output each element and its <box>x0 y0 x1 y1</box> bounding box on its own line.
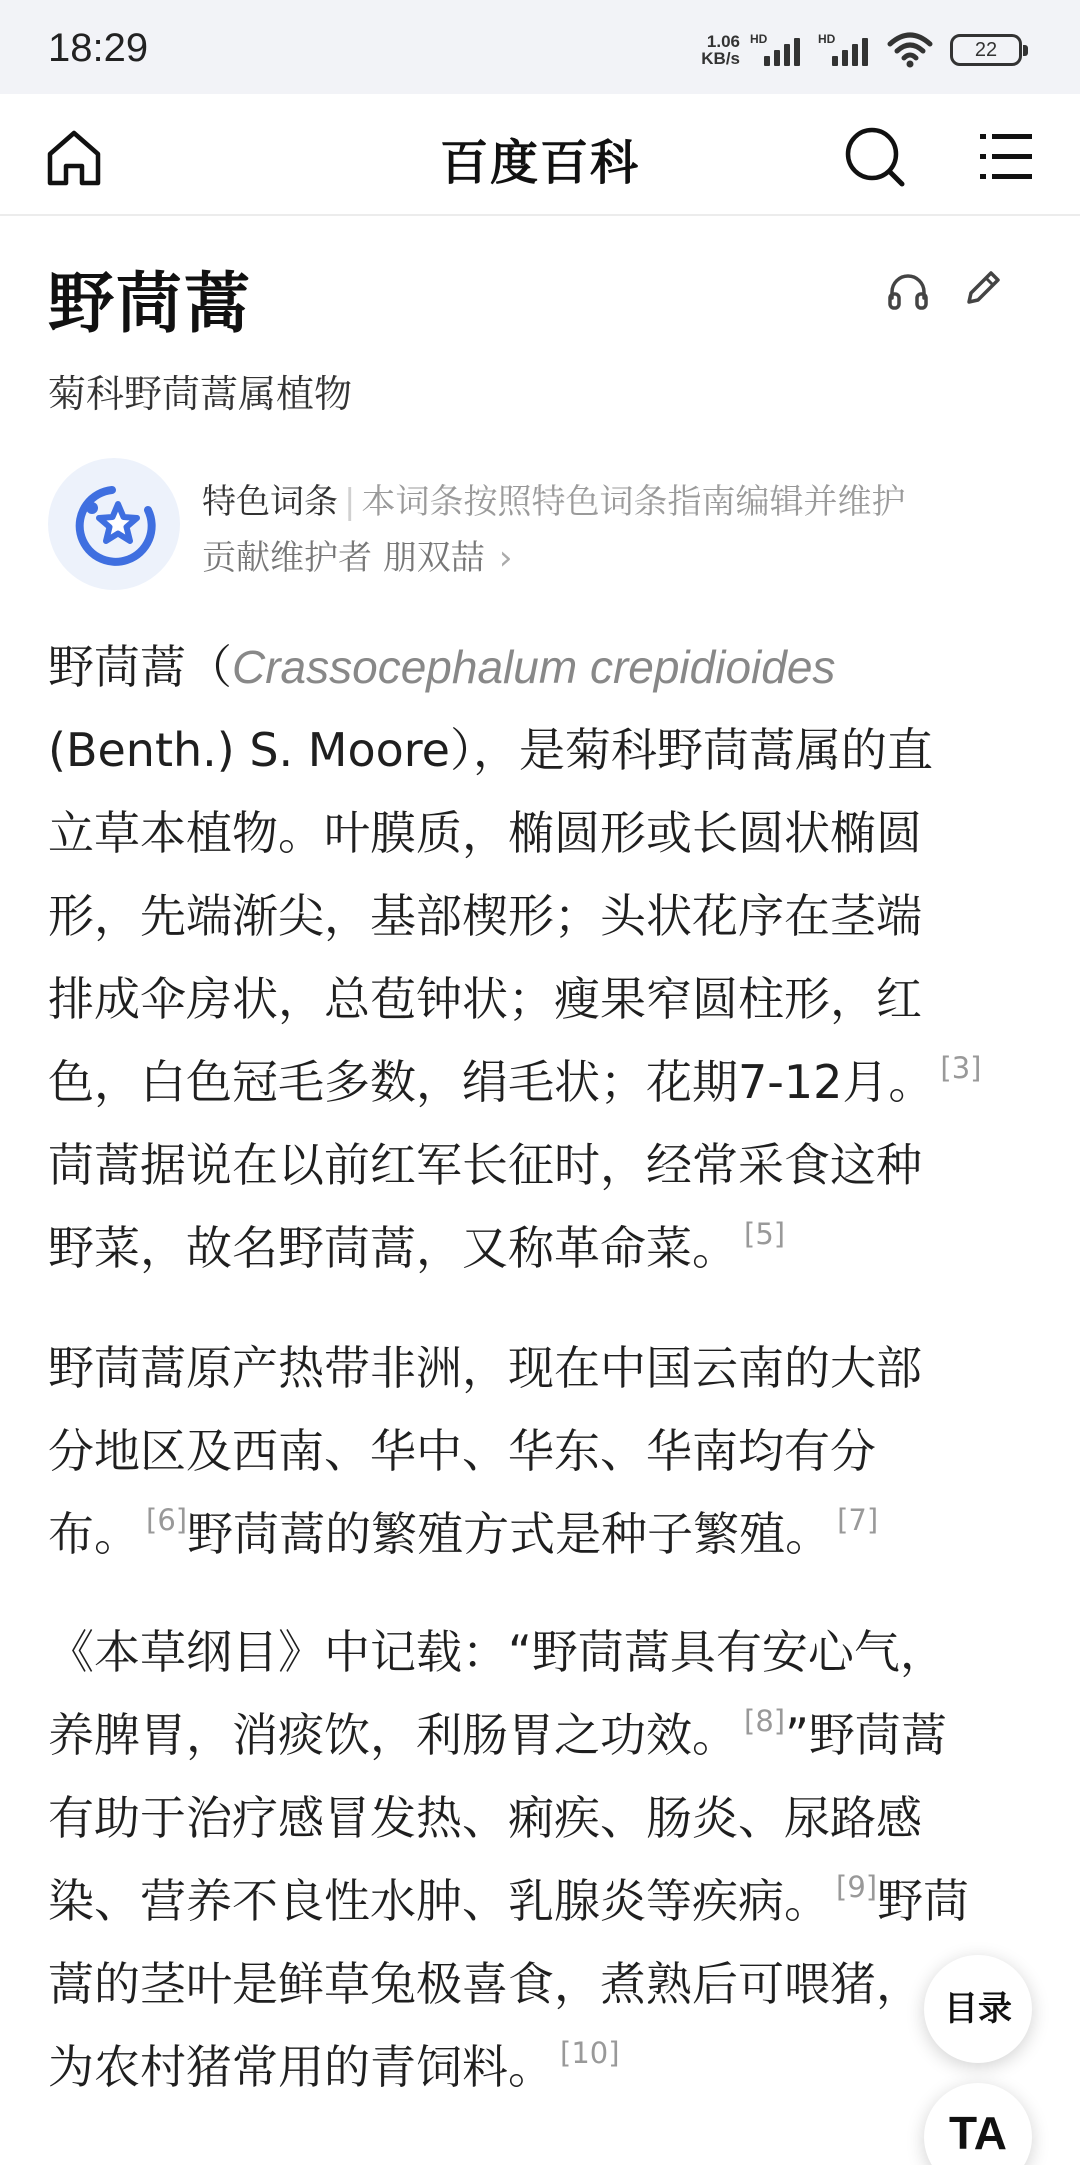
reference-link[interactable]: [6] <box>146 1503 188 1537</box>
text-run: 色，白色冠毛多数，绢毛状；花期7-12月。 <box>48 1055 935 1109</box>
featured-description: 本词条按照特色词条指南编辑并维护 <box>361 482 906 522</box>
text-run: 野茼蒿（ <box>48 640 232 694</box>
edit-icon[interactable] <box>961 266 1005 310</box>
contributor-prefix: 贡献维护者 <box>202 538 372 578</box>
featured-entry-block <box>46 456 1036 596</box>
chevron-right-icon: › <box>498 538 513 578</box>
search-icon[interactable] <box>842 124 908 190</box>
entry-subtitle: 菊科野茼蒿属植物 <box>48 372 353 416</box>
text-line: 《本草纲目》中记载：“野茼蒿具有安心气， <box>48 1625 946 1679</box>
status-time: 18:29 <box>48 26 149 70</box>
text-run: 为农村猪常用的青饲料。 <box>48 2040 554 2094</box>
paragraph-uses <box>48 1611 1048 2109</box>
battery-icon <box>950 34 1022 66</box>
text-line <box>48 626 1048 709</box>
reference-link[interactable]: [10] <box>560 2036 620 2070</box>
text-run: 野茼 <box>877 1874 970 1928</box>
top-nav-bar <box>0 94 1080 216</box>
text-line: 形，先端渐尖，基部楔形；头状花序在茎端 <box>48 889 922 943</box>
text-line <box>48 1207 1048 1290</box>
signal-icon <box>750 32 808 68</box>
net-speed-unit: KB/s <box>701 49 740 68</box>
entry-title: 野茼蒿 <box>48 265 252 342</box>
featured-badge <box>48 458 180 590</box>
text-line: 蒿的茎叶是鲜草兔极喜食，煮熟后可喂猪， <box>48 1957 922 2011</box>
signal-hd-label-2: HD <box>818 32 836 46</box>
text-line: 立草本植物。叶膜质，椭圆形或长圆状椭圆 <box>48 806 922 860</box>
text-run: ”野茼蒿 <box>785 1708 947 1762</box>
text-line: 野茼蒿原产热带非洲，现在中国云南的大部 <box>48 1341 922 1395</box>
signal-icon-2 <box>818 32 876 68</box>
table-of-contents-button[interactable]: 目录 <box>924 1955 1032 2063</box>
featured-separator: | <box>344 482 356 522</box>
text-run: 野茼蒿的繁殖方式是种子繁殖。 <box>187 1507 832 1561</box>
text-run: 养脾胃，消痰饮，利肠胃之功效。 <box>48 1708 738 1762</box>
text-line <box>48 1493 1048 1576</box>
app-title: 百度百科 <box>439 135 640 191</box>
text-line <box>48 1041 1048 1124</box>
text-run: 布。 <box>48 1507 140 1561</box>
star-badge-icon <box>48 458 180 590</box>
text-line <box>48 1694 1048 1777</box>
text-line: 分地区及西南、华中、华东、华南均有分 <box>48 1424 876 1478</box>
featured-info <box>202 474 905 523</box>
headphones-icon[interactable] <box>886 268 930 312</box>
text-run: 野菜，故名野茼蒿，又称革命菜。 <box>48 1221 738 1275</box>
contributor-name: 朋双喆 <box>382 538 485 578</box>
latin-name: Crassocephalum crepidioides <box>232 641 836 693</box>
reference-link[interactable]: [9] <box>836 1870 878 1904</box>
contributor-link[interactable] <box>202 530 512 579</box>
status-bar <box>0 0 1080 94</box>
signal-hd-label: HD <box>750 32 768 46</box>
reference-link[interactable]: [8] <box>744 1704 786 1738</box>
featured-label[interactable]: 特色词条 <box>202 482 338 522</box>
net-speed-value: 1.06 <box>706 32 740 51</box>
reference-link[interactable]: [7] <box>837 1503 879 1537</box>
paragraph-distribution <box>48 1327 1048 1576</box>
menu-icon[interactable] <box>978 130 1034 184</box>
text-run: 染、营养不良性水肿、乳腺炎等疾病。 <box>48 1874 830 1928</box>
battery-level: 22 <box>974 39 998 61</box>
status-indicators <box>701 30 1022 70</box>
text-line: (Benth.) S. Moore），是菊科野茼蒿属的直 <box>48 723 933 777</box>
wifi-icon <box>886 32 934 68</box>
ta-button[interactable]: TA <box>924 2083 1032 2165</box>
text-line <box>48 2026 1048 2109</box>
net-speed <box>701 33 740 67</box>
paragraph-intro <box>48 626 1048 1290</box>
reference-link[interactable]: [3] <box>940 1051 982 1085</box>
text-line <box>48 1860 1048 1943</box>
text-line: 有助于治疗感冒发热、痢疾、肠炎、尿路感 <box>48 1791 922 1845</box>
reference-link[interactable]: [5] <box>744 1217 786 1251</box>
text-line: 茼蒿据说在以前红军长征时，经常采食这种 <box>48 1138 922 1192</box>
text-line: 排成伞房状，总苞钟状；瘦果窄圆柱形，红 <box>48 972 922 1026</box>
